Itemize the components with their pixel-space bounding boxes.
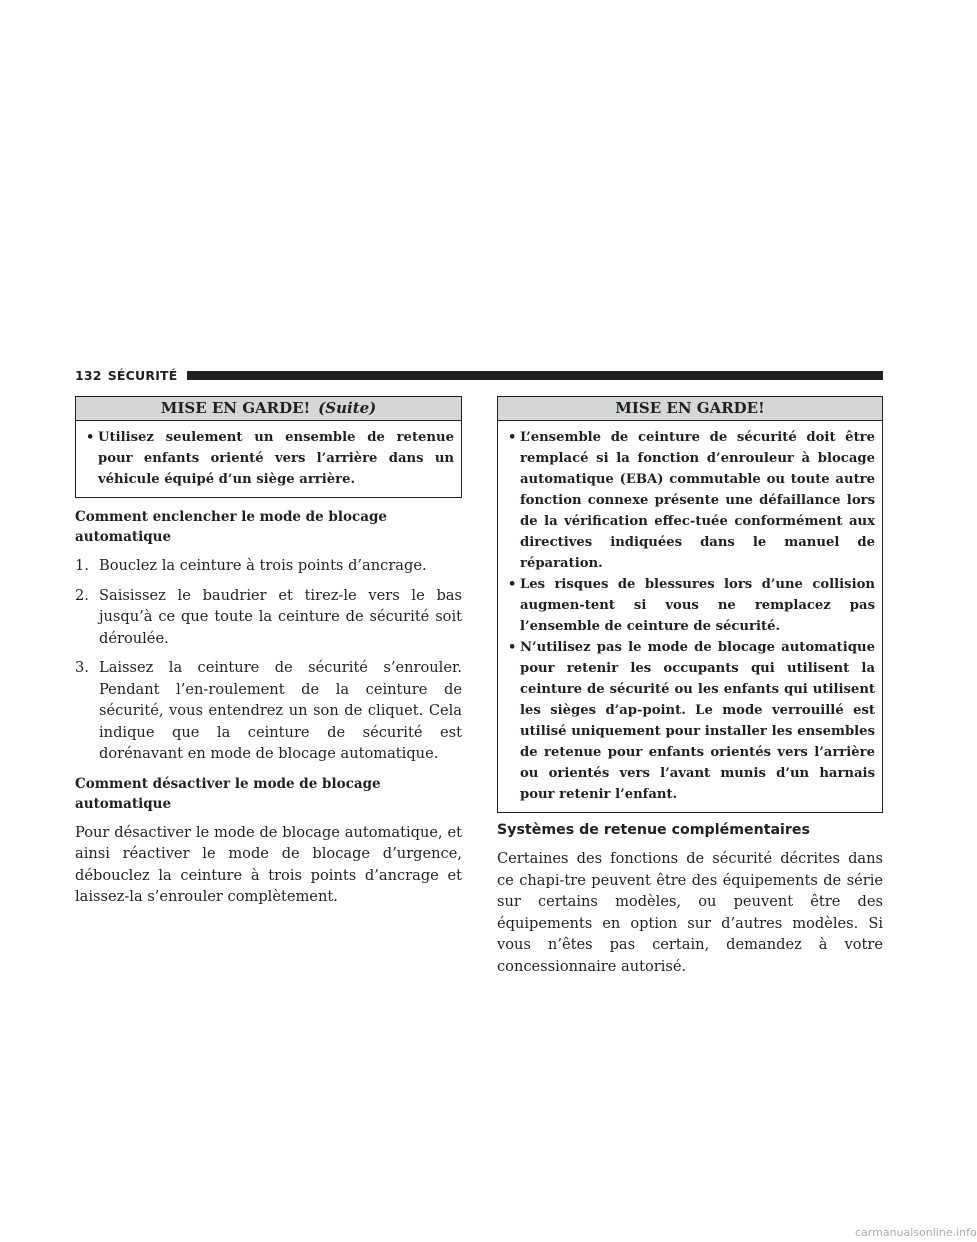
step-text: Laissez la ceinture de sécurité s’enrouler. Pendant l’en-roulement de la ceinture de sécurité, vous entendrez un son de cliquet. Cela indique que la ceinture de sécurité est dorénavant en mode de blocage automatique. xyxy=(99,659,462,762)
subheading-disable-auto-lock: Comment désactiver le mode de blocage automatique xyxy=(75,775,381,812)
step-number: 3. xyxy=(75,659,89,676)
step-item xyxy=(75,555,462,577)
warning-item-text: Les risques de blessures lors d’une collision augmen-tent si vous ne remplacez pas l’ensemble de ceinture de sécurité. xyxy=(520,577,875,634)
warning-item xyxy=(508,574,875,637)
warning-title: MISE EN GARDE! xyxy=(615,399,765,417)
page-header xyxy=(75,364,883,386)
warning-item-text: N’utilisez pas le mode de blocage automatique pour retenir les occupants qui utilisent la ceinture de sécurité ou les enfants qui utilisent les sièges d’ap-point. Le mode verrouillé est utilisé uniquement pour installer les ensembles de retenue pour enfants orientés vers l’arrière ou orientés vers l’avant munis d’un harnais pour retenir l’enfant. xyxy=(520,640,875,802)
warning-item-text: L’ensemble de ceinture de sécurité doit être remplacé si la fonction d’enrouleur à blocage automatique (EBA) commutable ou toute autre fonction connexe présente une défaillance lors de la vérification effec-tuée conformément aux directives indiquées dans le manuel de réparation. xyxy=(520,430,875,571)
bullet-icon: • xyxy=(508,640,517,655)
page-number: 132 xyxy=(75,367,102,383)
warning-box xyxy=(497,396,883,813)
right-column xyxy=(497,396,883,977)
warning-item xyxy=(508,637,875,805)
warning-header xyxy=(498,397,882,421)
warning-header xyxy=(76,397,461,421)
paragraph-disable-instructions: Pour désactiver le mode de blocage automatique, et ainsi réactiver le mode de blocage d’urgence, débouclez la ceinture à trois points d’ancrage et laissez-la s’enrouler complètement. xyxy=(75,823,462,905)
warning-item xyxy=(86,427,454,490)
warning-title-suffix: (Suite) xyxy=(318,399,377,417)
warning-item xyxy=(508,427,875,574)
watermark-text: carmanualsonline.info xyxy=(855,1226,977,1239)
warning-item-text: Utilisez seulement un ensemble de retenue pour enfants orienté vers l’arrière dans un véhicule équipé d’un siège arrière. xyxy=(98,430,454,487)
step-item xyxy=(75,585,462,650)
warning-body xyxy=(76,421,461,497)
bullet-icon: • xyxy=(508,577,517,592)
section-title: SÉCURITÉ xyxy=(107,367,178,383)
left-column xyxy=(75,396,462,908)
header-rule xyxy=(187,371,883,380)
bullet-icon: • xyxy=(86,430,95,445)
step-text: Bouclez la ceinture à trois points d’ancrage. xyxy=(99,557,427,574)
section-heading-supplemental-restraints: Systèmes de retenue complémentaires xyxy=(497,822,810,838)
step-number: 1. xyxy=(75,557,89,574)
subheading-enable-auto-lock: Comment enclencher le mode de blocage automatique xyxy=(75,509,387,545)
step-text: Saisissez le baudrier et tirez-le vers le bas jusqu’à ce que toute la ceinture de sécurité soit déroulée. xyxy=(99,586,462,647)
warning-title: MISE EN GARDE! xyxy=(160,399,311,417)
warning-body xyxy=(498,421,882,812)
paragraph-safety-features: Certaines des fonctions de sécurité décrites dans ce chapi-tre peuvent être des équipements de série sur certains modèles, ou peuvent être des équipements en option sur d’autres modèles. Si vous n’êtes pas certain, demandez à votre concessionnaire autorisé. xyxy=(497,850,883,975)
warning-box-continued xyxy=(75,396,462,498)
step-number: 2. xyxy=(75,586,89,604)
step-item xyxy=(75,657,462,765)
bullet-icon: • xyxy=(508,430,517,445)
